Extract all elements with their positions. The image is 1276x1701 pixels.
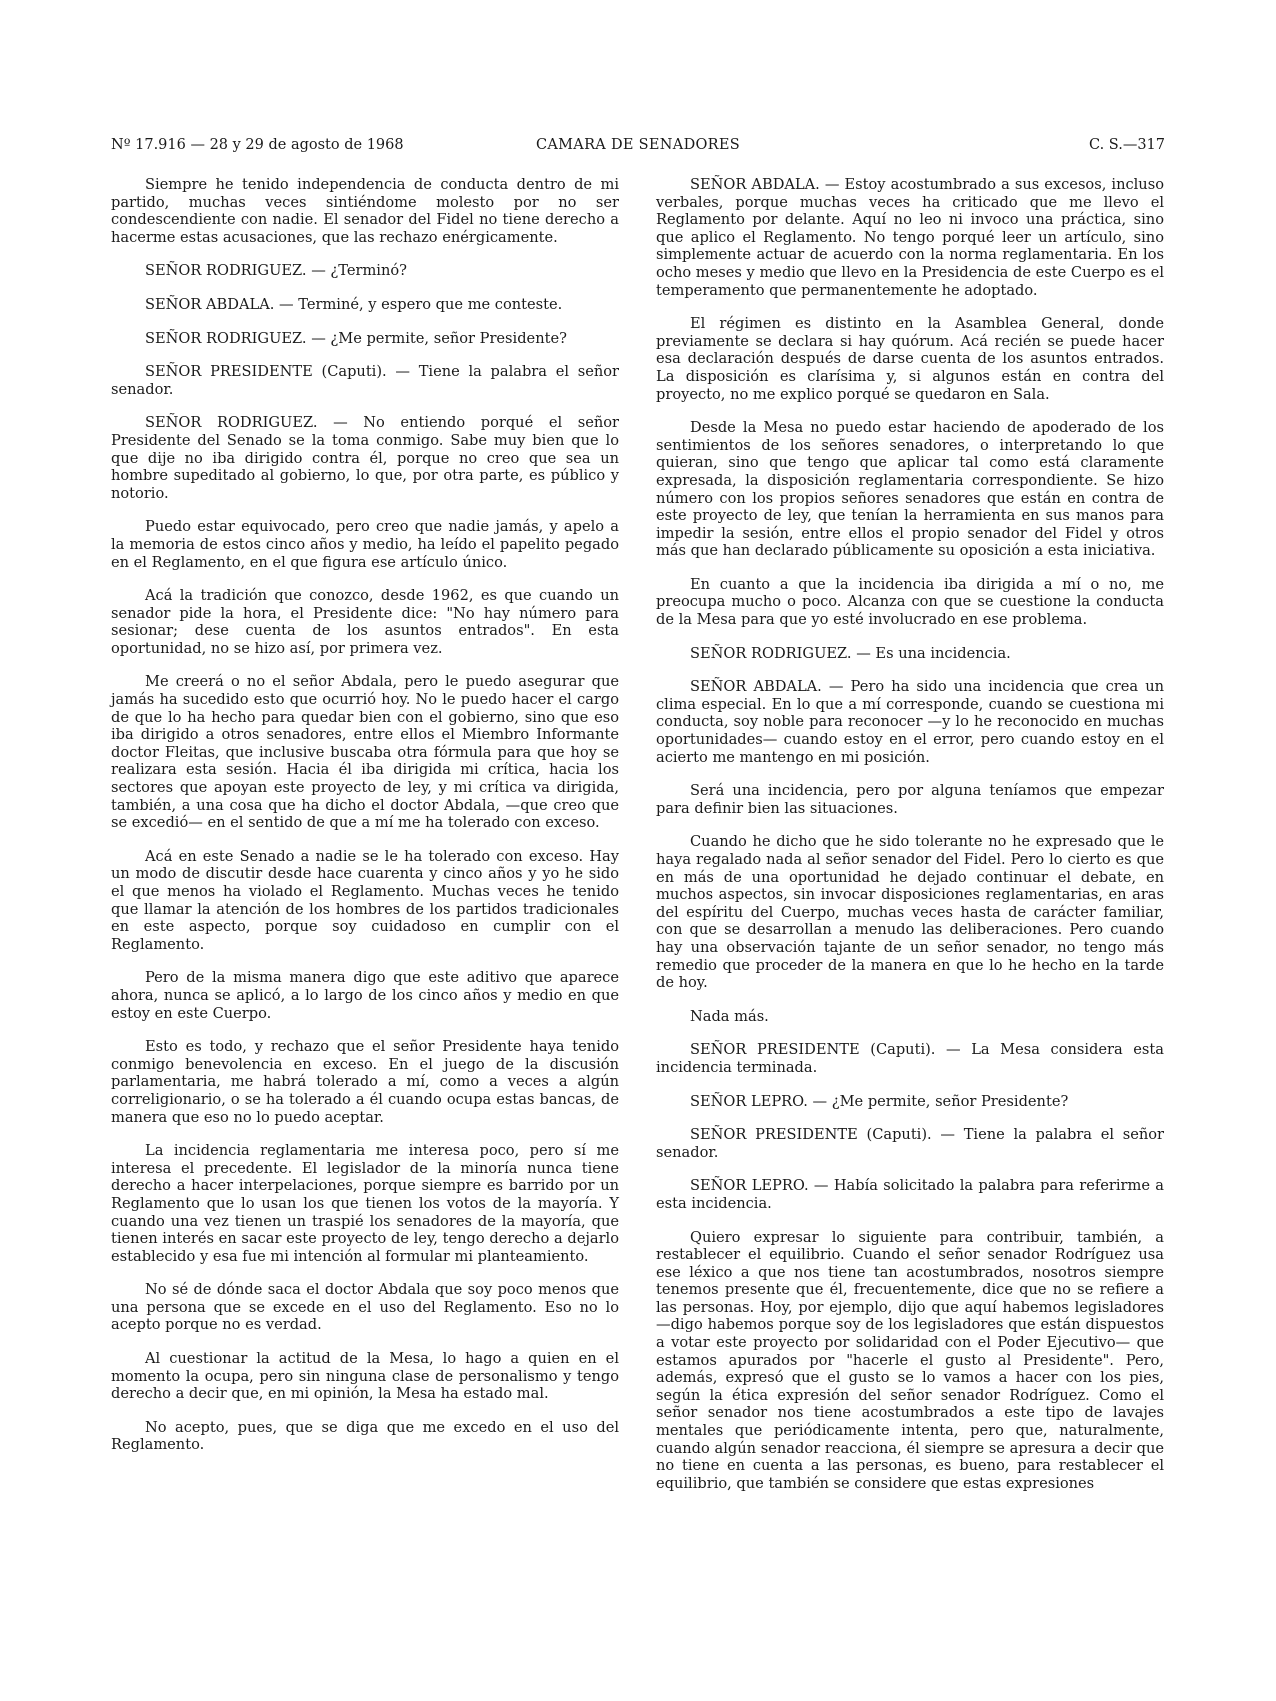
left-column (111, 176, 619, 1470)
paragraph: SEÑOR RODRIGUEZ. — No entiendo porqué el señor Presidente del Senado se la toma conmigo. Sabe muy bien que lo que dije no iba dirigido contra él, porque no creo que sea un hombre supeditado al gobierno, lo que, por otra parte, es público y notorio. (111, 414, 619, 502)
paragraph: Acá la tradición que conozco, desde 1962, es que cuando un senador pide la hora, el Presidente dice: "No hay número para sesionar; dese cuenta de los asuntos entrados". En esta oportunidad, no se hizo así, por primera vez. (111, 587, 619, 657)
paragraph: Puedo estar equivocado, pero creo que nadie jamás, y apelo a la memoria de estos cinco años y medio, ha leído el papelito pegado en el Reglamento, en el que figura ese artículo único. (111, 518, 619, 571)
issue-date: Nº 17.916 — 28 y 29 de agosto de 1968 (111, 137, 404, 153)
paragraph: SEÑOR LEPRO. — Había solicitado la palabra para referirme a esta incidencia. (656, 1177, 1164, 1212)
paragraph: SEÑOR RODRIGUEZ. — Es una incidencia. (690, 644, 1011, 662)
paragraph: SEÑOR PRESIDENTE (Caputi). — Tiene la palabra el señor senador. (656, 1126, 1164, 1161)
paragraph: SEÑOR PRESIDENTE (Caputi). — Tiene la palabra el señor senador. (111, 363, 619, 398)
chamber-title: CAMARA DE SENADORES (535, 137, 741, 153)
paragraph: El régimen es distinto en la Asamblea General, donde previamente se declara si hay quórum. Acá recién se puede hacer esa declaración después de darse cuenta de los asuntos entrados. La disposición es clarísima y, si algunos están en contra del proyecto, no me explico porqué se quedaron en Sala. (656, 315, 1164, 403)
paragraph: SEÑOR PRESIDENTE (Caputi). — La Mesa considera esta incidencia terminada. (656, 1041, 1164, 1076)
paragraph: SEÑOR RODRIGUEZ. — ¿Terminó? (145, 262, 407, 280)
paragraph: Nada más. (690, 1007, 769, 1025)
paragraph: Quiero expresar lo siguiente para contribuir, también, a restablecer el equilibrio. Cuando el señor senador Rodríguez usa ese léxico a que nos tiene tan acostumbrados, nosotros siempre tenemos presente que él, frecuentemente, dice que no se refiere a las personas. Hoy, por ejemplo, dijo que aquí habemos legisladores —digo habemos porque soy de los legisladores que están dispuestos a votar este proyecto por solidaridad con el Poder Ejecutivo— que estamos apurados por "hacerle el gusto al Presidente". Pero, además, expresó que el gusto se lo vamos a hacer con los pies, según la ética expresión del señor senador Rodríguez. Como el señor senador nos tiene acostumbrados a este tipo de lavajes mentales que periódicamente intenta, pero que, naturalmente, cuando algún senador reacciona, él siempre se apresura a decir que no tiene en cuenta a las personas, es bueno, para restablecer el equilibrio, que también se considere que estas expresiones (656, 1228, 1164, 1492)
paragraph: No acepto, pues, que se diga que me excedo en el uso del Reglamento. (111, 1418, 619, 1454)
paragraph: Siempre he tenido independencia de conducta dentro de mi partido, muchas veces sintiéndome molesto por no ser condescendiente con nadie. El senador del Fidel no tiene derecho a hacerme estas acusaciones, que las rechazo enérgicamente. (111, 176, 619, 246)
paragraph: Al cuestionar la actitud de la Mesa, lo hago a quien en el momento la ocupa, pero sin ninguna clase de personalismo y tengo derecho a decir que, en mi opinión, la Mesa ha estado mal. (111, 1350, 619, 1403)
paragraph: SEÑOR LEPRO. — ¿Me permite, señor Presidente? (690, 1092, 1069, 1110)
paragraph: Esto es todo, y rechazo que el señor Presidente haya tenido conmigo benevolencia en exceso. En el juego de la discusión parlamentaria, me habrá tolerado a mí, como a veces a algún correligionario, o se ha tolerado a él cuando ocupa estas bancas, de manera que eso no lo puedo aceptar. (111, 1038, 619, 1126)
paragraph: No sé de dónde saca el doctor Abdala que soy poco menos que una persona que se excede en el uso del Reglamento. Eso no lo acepto porque no es verdad. (111, 1281, 619, 1334)
paragraph: SEÑOR ABDALA. — Pero ha sido una incidencia que crea un clima especial. En lo que a mí corresponde, cuando se cuestiona mi conducta, soy noble para reconocer —y lo he reconocido en muchas oportunidades— cuando estoy en el error, pero cuando estoy en el acierto me mantengo en mi posición. (656, 678, 1164, 766)
paragraph: Acá en este Senado a nadie se le ha tolerado con exceso. Hay un modo de discutir desde hace cuarenta y cinco años y yo he sido el que menos ha violado el Reglamento. Muchas veces he tenido que llamar la atención de los hombres de los partidos tradicionales en este aspecto, porque soy cuidadoso en cumplir con el Reglamento. (111, 847, 619, 953)
paragraph: Desde la Mesa no puedo estar haciendo de apoderado de los sentimientos de los señores senadores, o interpretando lo que quieran, sino que tengo que aplicar tal como está claramente expresada, la disposición reglamentaria correspondiente. Se hizo número con los propios señores senadores que están en contra de este proyecto de ley, que tenían la herramienta en sus manos para impedir la sesión, entre ellos el propio senador del Fidel y otros más que han declarado públicamente su oposición a esta iniciativa. (656, 419, 1164, 560)
paragraph: La incidencia reglamentaria me interesa poco, pero sí me interesa el precedente. El legislador de la minoría nunca tiene derecho a hacer interpelaciones, porque siempre es barrido por un Reglamento que lo usan los que tienen los votos de la mayoría. Y cuando una vez tienen un traspié los senadores de la mayoría, que tienen interés en sacar este proyecto de ley, tengo derecho a dejarlo establecido y esa fue mi intención al formular mi planteamiento. (111, 1142, 619, 1265)
paragraph: SEÑOR ABDALA. — Terminé, y espero que me conteste. (145, 295, 563, 313)
paragraph: SEÑOR ABDALA. — Estoy acostumbrado a sus excesos, incluso verbales, porque muchas veces ha criticado que me llevo el Reglamento por delante. Aquí no leo ni invoco una práctica, sino que aplico el Reglamento. No tengo porqué leer un artículo, sino simplemente actuar de acuerdo con la norma reglamentaria. En los ocho meses y medio que llevo en la Presidencia de este Cuerpo es el temperamento que permanentemente he adoptado. (656, 176, 1164, 299)
paragraph: Será una incidencia, pero por alguna teníamos que empezar para definir bien las situaciones. (656, 782, 1164, 817)
paragraph: SEÑOR RODRIGUEZ. — ¿Me permite, señor Presidente? (145, 329, 567, 347)
paragraph: En cuanto a que la incidencia iba dirigida a mí o no, me preocupa mucho o poco. Alcanza con que se cuestione la conducta de la Mesa para que yo esté involucrado en ese problema. (656, 575, 1164, 629)
paragraph: Pero de la misma manera digo que este aditivo que aparece ahora, nunca se aplicó, a lo largo de los cinco años y medio en que estoy en este Cuerpo. (111, 969, 619, 1022)
paragraph: Me creerá o no el señor Abdala, pero le puedo asegurar que jamás ha sucedido esto que ocurrió hoy. No le puedo hacer el cargo de que lo ha hecho para quedar bien con el gobierno, sino que eso iba dirigido a otros senadores, entre ellos el Miembro Informante doctor Fleitas, que inclusive buscaba otra fórmula para que hoy se realizara esta sesión. Hacia él iba dirigida mi crítica, hacia los sectores que apoyan este proyecto de ley, y mi crítica va dirigida, también, a una cosa que ha dicho el doctor Abdala, —que creo que se excedió— en el sentido de que a mí me ha tolerado con exceso. (111, 673, 619, 832)
paragraph: Cuando he dicho que he sido tolerante no he expresado que le haya regalado nada al señor senador del Fidel. Pero lo cierto es que en más de una oportunidad he dejado continuar el debate, en muchos aspectos, sin invocar disposiciones reglamentarias, en aras del espíritu del Cuerpo, muchas veces hasta de carácter familiar, con que se desarrollan a menudo las deliberaciones. Pero cuando hay una observación tajante de un señor senador, no tengo más remedio que proceder de la manera en que lo he hecho en la tarde de hoy. (656, 833, 1164, 992)
right-column (656, 176, 1164, 1508)
page-number: C. S.—317 (1089, 137, 1165, 153)
